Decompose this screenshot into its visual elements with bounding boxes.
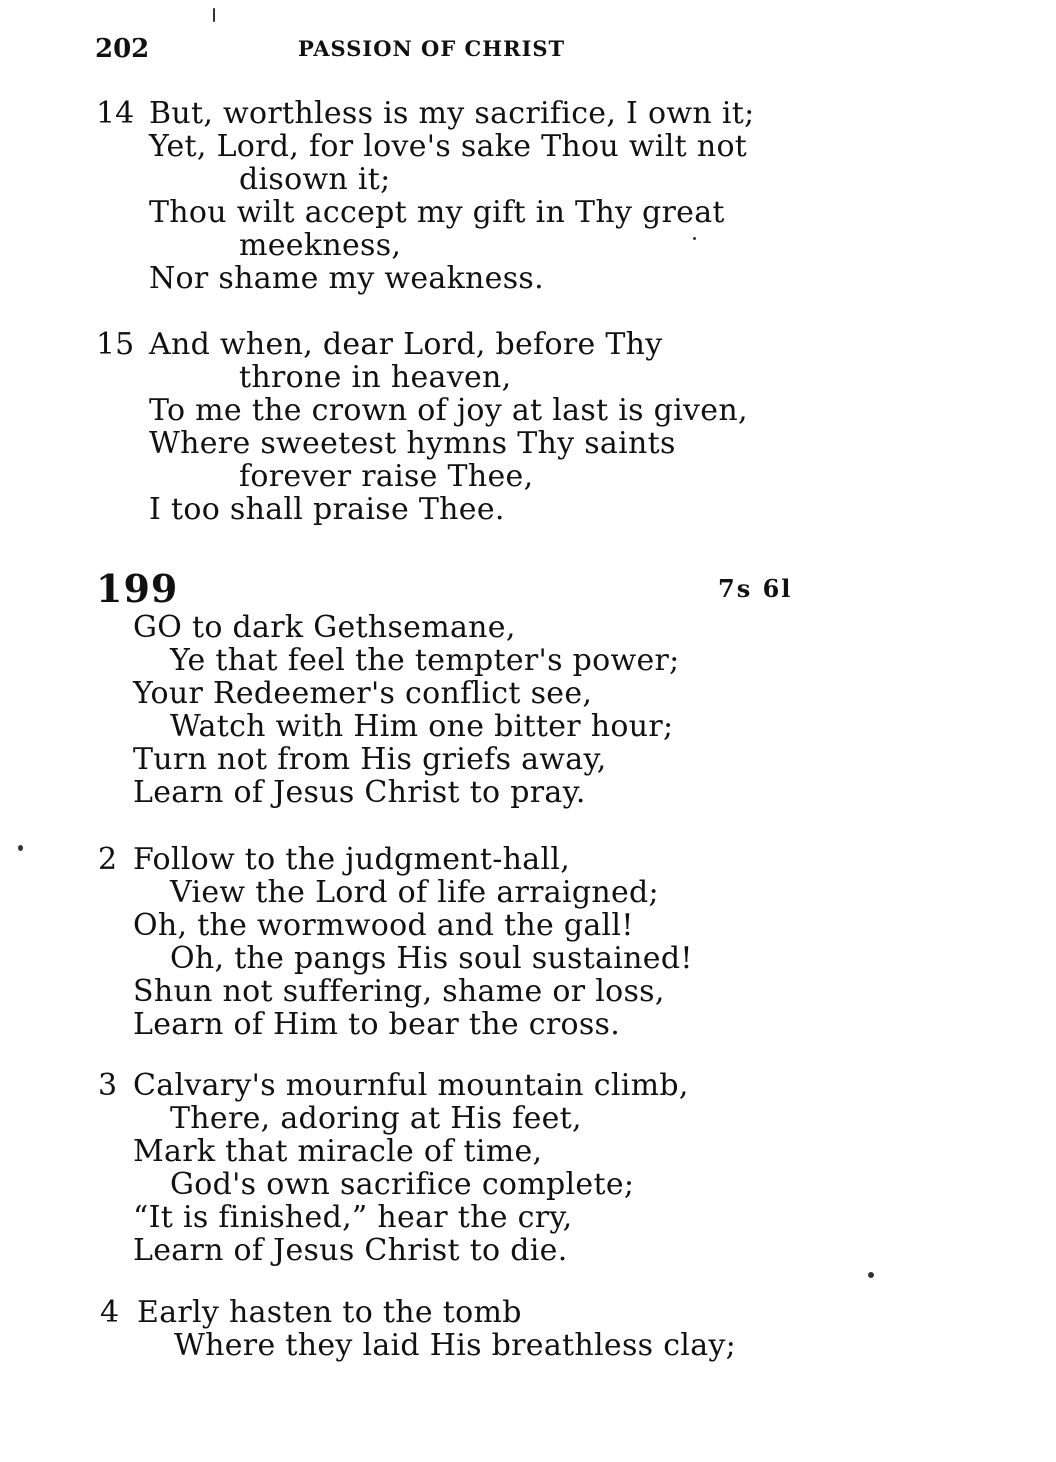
verse-number: 15 [96,327,135,362]
verse-line: Mark that miracle of time, [133,1134,543,1169]
verse-line: Shun not suffering, shame or loss, [133,974,665,1009]
verse-line: Learn of Him to bear the cross. [133,1007,621,1042]
verse-line: Watch with Him one bitter hour; [170,709,674,744]
verse-line: Oh, the pangs His soul sustained! [170,941,693,976]
page-number: 202 [95,34,150,64]
verse-line: To me the crown of joy at last is given, [149,393,748,428]
verse-line: Turn not from His griefs away, [133,742,607,777]
verse-line: meekness, [239,228,402,263]
verse-line: Nor shame my weakness. [149,261,544,296]
verse-line: Follow to the judgment-hall, [133,842,571,877]
verse-line: Thou wilt accept my gift in Thy great [149,195,725,230]
verse-line: Where sweetest hymns Thy saints [149,426,676,461]
verse-line: And when, dear Lord, before Thy [149,327,663,362]
verse-number: 14 [96,96,135,131]
verse-line: “It is finished,” hear the cry, [133,1200,573,1235]
scan-speck [18,845,23,851]
verse-line: Where they laid His breathless clay; [174,1328,737,1363]
verse-line: I too shall praise Thee. [149,492,505,527]
verse-line: Ye that feel the tempter's power; [170,643,680,678]
running-head [95,34,805,70]
verse-line: disown it; [239,162,391,197]
verse-line: There, adoring at His feet, [170,1101,582,1136]
verse-line: View the Lord of life arraigned; [170,875,659,910]
verse-line: But, worthless is my sacrifice, I own it; [149,96,755,131]
verse-line: Calvary's mournful mountain climb, [133,1068,689,1103]
verse-line: Yet, Lord, for love's sake Thou wilt not [149,129,748,164]
verse-line: Learn of Jesus Christ to die. [133,1233,568,1268]
hymn-number: 199 [96,566,179,611]
verse-number: 2 [98,842,118,877]
scan-speck [868,1272,874,1278]
verse-line: throne in heaven, [239,360,512,395]
verse-line: Your Redeemer's conflict see, [133,676,593,711]
verse-number: 3 [98,1068,118,1103]
scan-speck [693,237,696,240]
verse-line: GO to dark Gethsemane, [133,610,516,645]
scan-speck [213,8,215,22]
section-title: PASSION OF CHRIST [298,36,566,61]
verse-line: Early hasten to the tomb [137,1295,522,1330]
verse-number: 4 [100,1295,120,1330]
verse-line: forever raise Thee, [239,459,534,494]
hymn-meter: 7s 6l [718,574,793,603]
verse-line: Learn of Jesus Christ to pray. [133,775,586,810]
verse-line: God's own sacrifice complete; [170,1167,635,1202]
verse-line: Oh, the wormwood and the gall! [133,908,634,943]
